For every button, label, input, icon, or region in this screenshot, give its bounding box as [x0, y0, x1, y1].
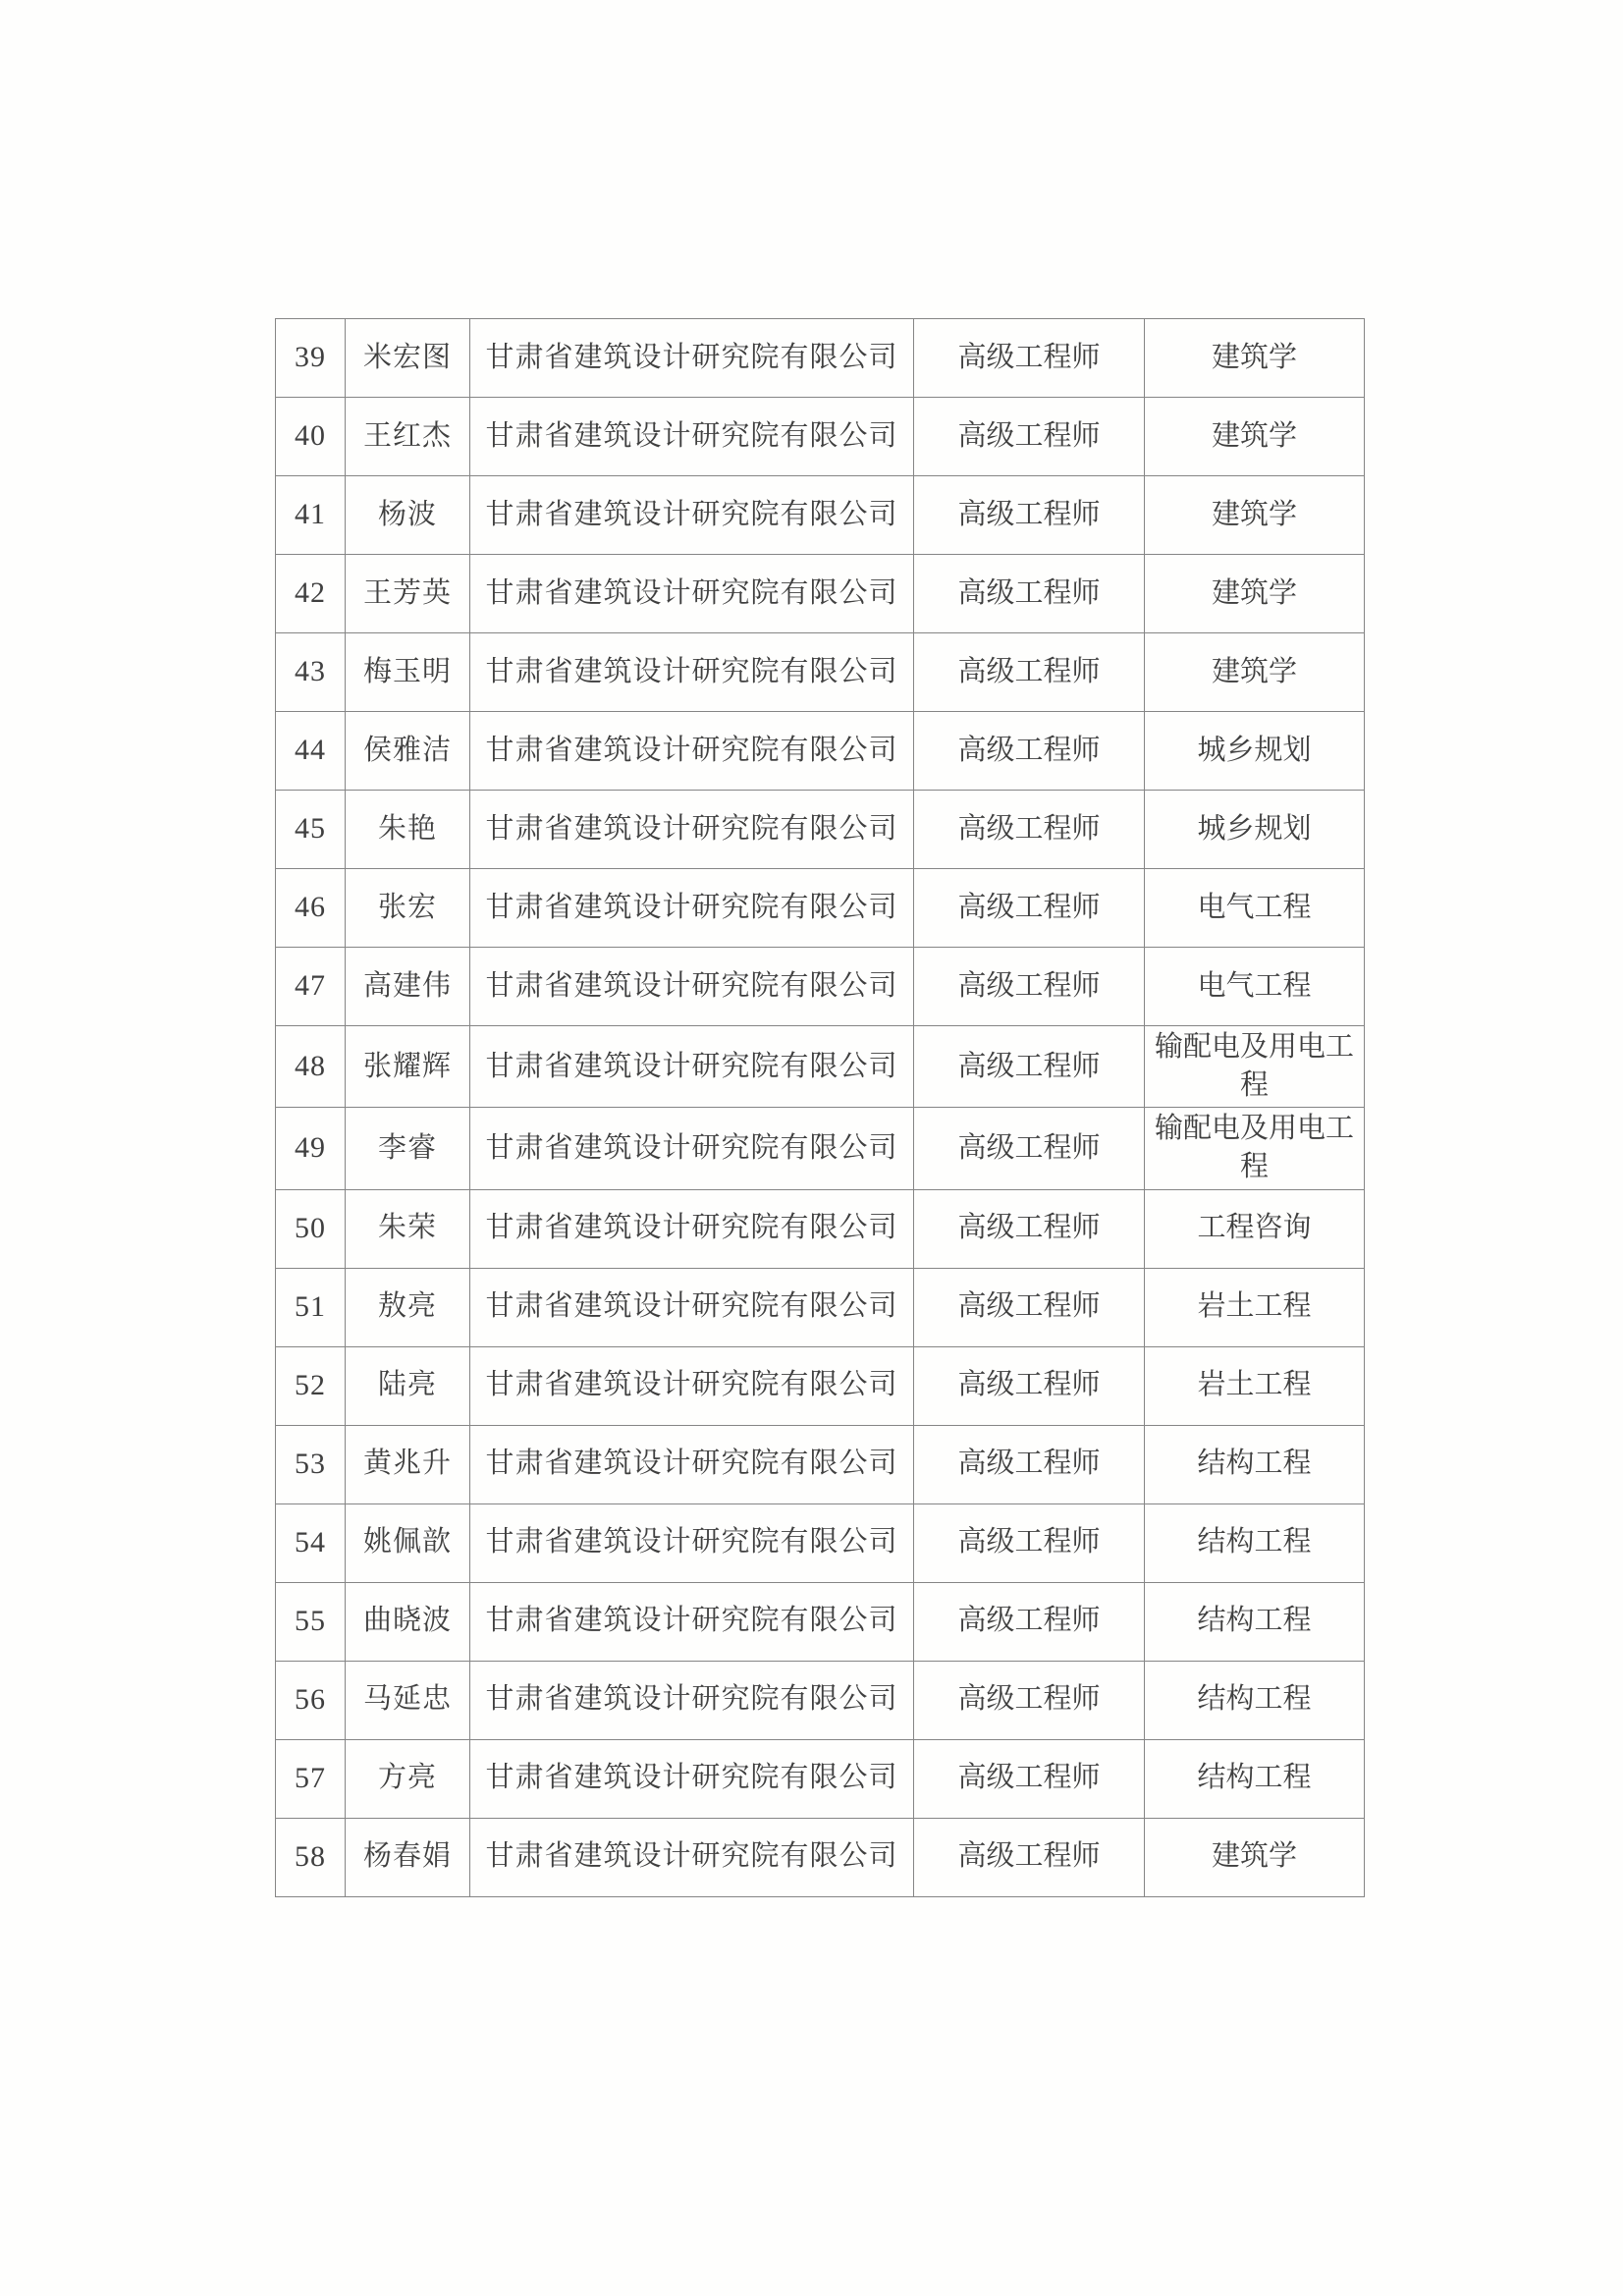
cell-specialty: 结构工程	[1145, 1582, 1365, 1661]
cell-num: 57	[276, 1739, 346, 1818]
table-row	[276, 476, 1365, 555]
table-row	[276, 1582, 1365, 1661]
cell-specialty: 建筑学	[1145, 1818, 1365, 1896]
cell-name: 黄兆升	[346, 1425, 470, 1503]
cell-num: 54	[276, 1503, 346, 1582]
cell-num: 51	[276, 1268, 346, 1346]
cell-specialty: 岩土工程	[1145, 1346, 1365, 1425]
cell-specialty: 结构工程	[1145, 1503, 1365, 1582]
table-row	[276, 712, 1365, 791]
cell-name: 高建伟	[346, 948, 470, 1026]
cell-company: 甘肃省建筑设计研究院有限公司	[470, 1503, 914, 1582]
cell-specialty: 结构工程	[1145, 1425, 1365, 1503]
cell-name: 陆亮	[346, 1346, 470, 1425]
cell-num: 40	[276, 398, 346, 476]
cell-name: 曲晓波	[346, 1582, 470, 1661]
cell-num: 55	[276, 1582, 346, 1661]
cell-company: 甘肃省建筑设计研究院有限公司	[470, 1346, 914, 1425]
cell-num: 47	[276, 948, 346, 1026]
cell-company: 甘肃省建筑设计研究院有限公司	[470, 1026, 914, 1108]
cell-num: 46	[276, 869, 346, 948]
cell-title: 高级工程师	[914, 1582, 1145, 1661]
cell-num: 41	[276, 476, 346, 555]
cell-title: 高级工程师	[914, 633, 1145, 712]
table-row	[276, 398, 1365, 476]
table-row	[276, 791, 1365, 869]
cell-num: 58	[276, 1818, 346, 1896]
cell-specialty: 建筑学	[1145, 555, 1365, 633]
cell-specialty: 输配电及用电工程	[1145, 1026, 1365, 1108]
cell-specialty: 建筑学	[1145, 633, 1365, 712]
cell-name: 王芳英	[346, 555, 470, 633]
cell-num: 56	[276, 1661, 346, 1739]
cell-title: 高级工程师	[914, 1346, 1145, 1425]
table-row	[276, 869, 1365, 948]
cell-title: 高级工程师	[914, 1026, 1145, 1108]
cell-num: 52	[276, 1346, 346, 1425]
cell-num: 48	[276, 1026, 346, 1108]
cell-company: 甘肃省建筑设计研究院有限公司	[470, 948, 914, 1026]
cell-name: 朱荣	[346, 1189, 470, 1268]
table-row	[276, 1026, 1365, 1108]
cell-specialty: 输配电及用电工程	[1145, 1108, 1365, 1189]
cell-specialty: 结构工程	[1145, 1661, 1365, 1739]
cell-num: 50	[276, 1189, 346, 1268]
table-row	[276, 1661, 1365, 1739]
cell-company: 甘肃省建筑设计研究院有限公司	[470, 398, 914, 476]
cell-title: 高级工程师	[914, 1818, 1145, 1896]
cell-name: 张宏	[346, 869, 470, 948]
cell-company: 甘肃省建筑设计研究院有限公司	[470, 633, 914, 712]
cell-name: 杨春娟	[346, 1818, 470, 1896]
cell-title: 高级工程师	[914, 791, 1145, 869]
cell-title: 高级工程师	[914, 1425, 1145, 1503]
table-row	[276, 1739, 1365, 1818]
cell-title: 高级工程师	[914, 948, 1145, 1026]
table-row	[276, 319, 1365, 398]
cell-num: 45	[276, 791, 346, 869]
cell-specialty: 建筑学	[1145, 398, 1365, 476]
cell-company: 甘肃省建筑设计研究院有限公司	[470, 1189, 914, 1268]
cell-company: 甘肃省建筑设计研究院有限公司	[470, 476, 914, 555]
table-row	[276, 1346, 1365, 1425]
table-row	[276, 1268, 1365, 1346]
cell-title: 高级工程师	[914, 1189, 1145, 1268]
cell-name: 马延忠	[346, 1661, 470, 1739]
cell-name: 米宏图	[346, 319, 470, 398]
cell-name: 王红杰	[346, 398, 470, 476]
cell-name: 侯雅洁	[346, 712, 470, 791]
cell-specialty: 电气工程	[1145, 948, 1365, 1026]
cell-title: 高级工程师	[914, 1661, 1145, 1739]
engineers-table-body	[276, 319, 1365, 1897]
cell-title: 高级工程师	[914, 712, 1145, 791]
cell-company: 甘肃省建筑设计研究院有限公司	[470, 319, 914, 398]
cell-title: 高级工程师	[914, 398, 1145, 476]
cell-title: 高级工程师	[914, 1268, 1145, 1346]
cell-specialty: 岩土工程	[1145, 1268, 1365, 1346]
cell-company: 甘肃省建筑设计研究院有限公司	[470, 555, 914, 633]
table-row	[276, 1189, 1365, 1268]
cell-company: 甘肃省建筑设计研究院有限公司	[470, 1739, 914, 1818]
cell-num: 53	[276, 1425, 346, 1503]
cell-specialty: 建筑学	[1145, 476, 1365, 555]
cell-specialty: 建筑学	[1145, 319, 1365, 398]
table-row	[276, 1503, 1365, 1582]
table-row	[276, 555, 1365, 633]
cell-specialty: 城乡规划	[1145, 791, 1365, 869]
cell-name: 梅玉明	[346, 633, 470, 712]
table-row	[276, 948, 1365, 1026]
cell-num: 42	[276, 555, 346, 633]
cell-name: 张耀辉	[346, 1026, 470, 1108]
cell-company: 甘肃省建筑设计研究院有限公司	[470, 1818, 914, 1896]
cell-name: 方亮	[346, 1739, 470, 1818]
cell-specialty: 电气工程	[1145, 869, 1365, 948]
cell-num: 39	[276, 319, 346, 398]
cell-specialty: 结构工程	[1145, 1739, 1365, 1818]
cell-title: 高级工程师	[914, 869, 1145, 948]
cell-title: 高级工程师	[914, 476, 1145, 555]
table-row	[276, 1108, 1365, 1189]
cell-title: 高级工程师	[914, 555, 1145, 633]
cell-company: 甘肃省建筑设计研究院有限公司	[470, 869, 914, 948]
cell-title: 高级工程师	[914, 319, 1145, 398]
cell-title: 高级工程师	[914, 1739, 1145, 1818]
cell-name: 朱艳	[346, 791, 470, 869]
table-row	[276, 1425, 1365, 1503]
cell-title: 高级工程师	[914, 1108, 1145, 1189]
cell-company: 甘肃省建筑设计研究院有限公司	[470, 791, 914, 869]
cell-specialty: 工程咨询	[1145, 1189, 1365, 1268]
cell-name: 李睿	[346, 1108, 470, 1189]
cell-company: 甘肃省建筑设计研究院有限公司	[470, 712, 914, 791]
cell-num: 49	[276, 1108, 346, 1189]
engineers-table	[275, 318, 1365, 1897]
cell-company: 甘肃省建筑设计研究院有限公司	[470, 1582, 914, 1661]
cell-num: 44	[276, 712, 346, 791]
cell-title: 高级工程师	[914, 1503, 1145, 1582]
cell-name: 姚佩歆	[346, 1503, 470, 1582]
cell-specialty: 城乡规划	[1145, 712, 1365, 791]
cell-company: 甘肃省建筑设计研究院有限公司	[470, 1661, 914, 1739]
cell-company: 甘肃省建筑设计研究院有限公司	[470, 1425, 914, 1503]
cell-name: 敖亮	[346, 1268, 470, 1346]
cell-num: 43	[276, 633, 346, 712]
cell-company: 甘肃省建筑设计研究院有限公司	[470, 1108, 914, 1189]
cell-company: 甘肃省建筑设计研究院有限公司	[470, 1268, 914, 1346]
table-row	[276, 1818, 1365, 1896]
cell-name: 杨波	[346, 476, 470, 555]
table-row	[276, 633, 1365, 712]
